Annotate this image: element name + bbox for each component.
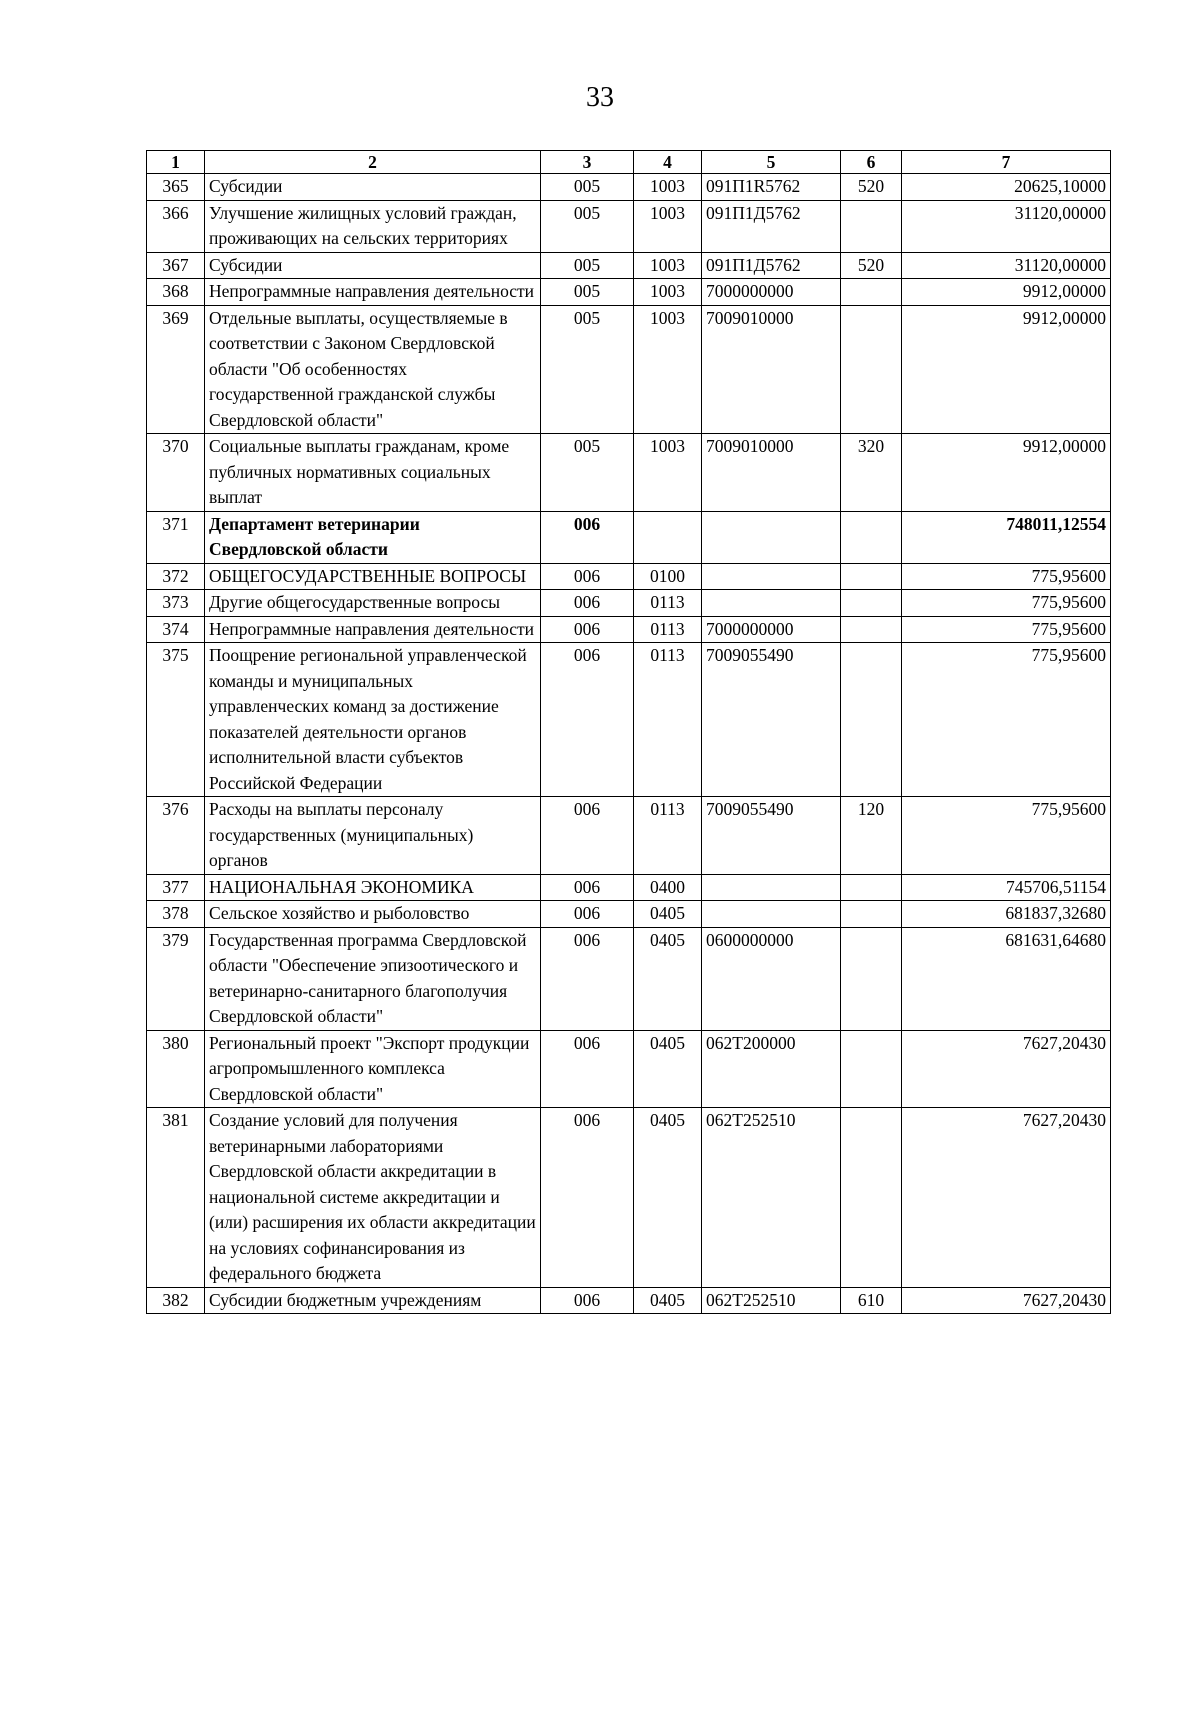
row-name: Создание условий для получения ветеринарными лабораториями Свердловской области аккредитации в национальной системе аккредитации и (или) расширения их области аккредитации на условиях софинансирования из федерального бюджета xyxy=(205,1108,541,1288)
row-code-4 xyxy=(634,511,702,563)
column-header: 3 xyxy=(541,151,634,174)
row-code-6 xyxy=(841,1030,902,1108)
row-code-5: 0600000000 xyxy=(702,927,841,1030)
row-code-6 xyxy=(841,511,902,563)
row-code-4: 0405 xyxy=(634,1108,702,1288)
row-code-5 xyxy=(702,901,841,928)
table-row xyxy=(147,174,1111,201)
row-sum: 775,95600 xyxy=(902,590,1111,617)
row-number: 365 xyxy=(147,174,205,201)
row-code-6: 520 xyxy=(841,252,902,279)
row-sum: 9912,00000 xyxy=(902,434,1111,512)
row-code-5: 091П1Д5762 xyxy=(702,200,841,252)
budget-table xyxy=(146,150,1111,1314)
row-name: Субсидии xyxy=(205,252,541,279)
row-code-4: 1003 xyxy=(634,200,702,252)
row-code-5: 062Т252510 xyxy=(702,1287,841,1314)
row-name: Непрограммные направления деятельности xyxy=(205,616,541,643)
row-code-4: 0405 xyxy=(634,1030,702,1108)
row-code-6 xyxy=(841,590,902,617)
row-number: 376 xyxy=(147,797,205,875)
row-sum: 7627,20430 xyxy=(902,1287,1111,1314)
row-code-4: 0100 xyxy=(634,563,702,590)
row-code-6: 120 xyxy=(841,797,902,875)
row-code-4: 0400 xyxy=(634,874,702,901)
row-code-4: 0113 xyxy=(634,616,702,643)
page-number: 33 xyxy=(586,82,614,113)
row-number: 372 xyxy=(147,563,205,590)
table-row xyxy=(147,200,1111,252)
row-code-3: 005 xyxy=(541,174,634,201)
row-sum: 681837,32680 xyxy=(902,901,1111,928)
table-row xyxy=(147,434,1111,512)
row-name: Поощрение региональной управленческой команды и муниципальных управленческих команд за достижение показателей деятельности органов исполнительной власти субъектов Российской Федерации xyxy=(205,643,541,797)
row-code-6 xyxy=(841,305,902,434)
row-code-3: 006 xyxy=(541,590,634,617)
row-sum: 748011,12554 xyxy=(902,511,1111,563)
row-name: Сельское хозяйство и рыболовство xyxy=(205,901,541,928)
row-code-4: 1003 xyxy=(634,279,702,306)
row-code-4: 1003 xyxy=(634,305,702,434)
row-number: 371 xyxy=(147,511,205,563)
row-code-6 xyxy=(841,927,902,1030)
row-sum: 7627,20430 xyxy=(902,1030,1111,1108)
row-sum: 745706,51154 xyxy=(902,874,1111,901)
row-code-3: 006 xyxy=(541,874,634,901)
row-code-3: 006 xyxy=(541,643,634,797)
row-name: Региональный проект "Экспорт продукции агропромышленного комплекса Свердловской области" xyxy=(205,1030,541,1108)
row-code-5: 062Т200000 xyxy=(702,1030,841,1108)
column-header: 5 xyxy=(702,151,841,174)
row-name: Государственная программа Свердловской области "Обеспечение эпизоотического и ветеринарно-санитарного благополучия Свердловской области" xyxy=(205,927,541,1030)
row-number: 369 xyxy=(147,305,205,434)
row-name: Департамент ветеринарии Свердловской области xyxy=(205,511,541,563)
table-row xyxy=(147,901,1111,928)
row-code-4: 0405 xyxy=(634,1287,702,1314)
row-code-4: 0113 xyxy=(634,590,702,617)
row-number: 379 xyxy=(147,927,205,1030)
row-sum: 9912,00000 xyxy=(902,305,1111,434)
row-sum: 7627,20430 xyxy=(902,1108,1111,1288)
row-code-3: 006 xyxy=(541,1287,634,1314)
row-code-3: 006 xyxy=(541,616,634,643)
row-code-3: 006 xyxy=(541,1030,634,1108)
row-code-3: 006 xyxy=(541,927,634,1030)
row-code-3: 005 xyxy=(541,200,634,252)
row-name: Субсидии xyxy=(205,174,541,201)
row-code-5: 7009010000 xyxy=(702,434,841,512)
row-code-5: 091П1Д5762 xyxy=(702,252,841,279)
table-row xyxy=(147,1030,1111,1108)
row-code-5: 7009010000 xyxy=(702,305,841,434)
row-code-6: 610 xyxy=(841,1287,902,1314)
row-code-4: 1003 xyxy=(634,252,702,279)
row-code-6: 520 xyxy=(841,174,902,201)
table-row xyxy=(147,643,1111,797)
row-number: 368 xyxy=(147,279,205,306)
row-name: Другие общегосударственные вопросы xyxy=(205,590,541,617)
row-name: Субсидии бюджетным учреждениям xyxy=(205,1287,541,1314)
row-number: 366 xyxy=(147,200,205,252)
row-code-5: 7009055490 xyxy=(702,797,841,875)
row-number: 370 xyxy=(147,434,205,512)
row-code-5: 7000000000 xyxy=(702,616,841,643)
row-code-3: 006 xyxy=(541,563,634,590)
row-number: 375 xyxy=(147,643,205,797)
table-row xyxy=(147,616,1111,643)
row-sum: 775,95600 xyxy=(902,643,1111,797)
row-number: 374 xyxy=(147,616,205,643)
row-sum: 775,95600 xyxy=(902,563,1111,590)
row-code-6: 320 xyxy=(841,434,902,512)
row-name: Расходы на выплаты персоналу государственных (муниципальных) органов xyxy=(205,797,541,875)
row-number: 382 xyxy=(147,1287,205,1314)
column-header: 7 xyxy=(902,151,1111,174)
row-code-5: 7009055490 xyxy=(702,643,841,797)
row-code-3: 006 xyxy=(541,1108,634,1288)
row-code-3: 005 xyxy=(541,252,634,279)
row-code-6 xyxy=(841,200,902,252)
table-row xyxy=(147,252,1111,279)
row-name: Социальные выплаты гражданам, кроме публичных нормативных социальных выплат xyxy=(205,434,541,512)
row-sum: 31120,00000 xyxy=(902,252,1111,279)
row-code-6 xyxy=(841,616,902,643)
row-code-3: 006 xyxy=(541,511,634,563)
row-code-4: 0113 xyxy=(634,797,702,875)
row-code-3: 005 xyxy=(541,434,634,512)
row-name: Отдельные выплаты, осуществляемые в соответствии с Законом Свердловской области "Об особенностях государственной гражданской службы Свердловской области" xyxy=(205,305,541,434)
row-code-6 xyxy=(841,874,902,901)
row-name: Улучшение жилищных условий граждан, проживающих на сельских территориях xyxy=(205,200,541,252)
row-code-3: 006 xyxy=(541,797,634,875)
row-code-4: 1003 xyxy=(634,434,702,512)
row-code-5 xyxy=(702,590,841,617)
row-code-3: 005 xyxy=(541,305,634,434)
table-row xyxy=(147,563,1111,590)
column-header: 2 xyxy=(205,151,541,174)
row-code-5 xyxy=(702,874,841,901)
row-sum: 681631,64680 xyxy=(902,927,1111,1030)
row-name: НАЦИОНАЛЬНАЯ ЭКОНОМИКА xyxy=(205,874,541,901)
row-name: Непрограммные направления деятельности xyxy=(205,279,541,306)
row-code-5 xyxy=(702,563,841,590)
table-row xyxy=(147,511,1111,563)
table-row xyxy=(147,1287,1111,1314)
table-row xyxy=(147,279,1111,306)
row-code-6 xyxy=(841,643,902,797)
row-number: 377 xyxy=(147,874,205,901)
table-row xyxy=(147,927,1111,1030)
row-name: ОБЩЕГОСУДАРСТВЕННЫЕ ВОПРОСЫ xyxy=(205,563,541,590)
row-code-4: 1003 xyxy=(634,174,702,201)
row-number: 381 xyxy=(147,1108,205,1288)
row-code-5: 062Т252510 xyxy=(702,1108,841,1288)
row-sum: 31120,00000 xyxy=(902,200,1111,252)
table-row xyxy=(147,797,1111,875)
table-row xyxy=(147,1108,1111,1288)
row-code-5: 091П1R5762 xyxy=(702,174,841,201)
row-sum: 20625,10000 xyxy=(902,174,1111,201)
header-row xyxy=(147,151,1111,174)
row-code-3: 005 xyxy=(541,279,634,306)
row-code-4: 0113 xyxy=(634,643,702,797)
column-header: 4 xyxy=(634,151,702,174)
row-code-6 xyxy=(841,563,902,590)
table-row xyxy=(147,874,1111,901)
row-number: 373 xyxy=(147,590,205,617)
row-code-5: 7000000000 xyxy=(702,279,841,306)
row-code-6 xyxy=(841,901,902,928)
table-row xyxy=(147,590,1111,617)
row-code-6 xyxy=(841,279,902,306)
row-number: 380 xyxy=(147,1030,205,1108)
row-code-6 xyxy=(841,1108,902,1288)
row-number: 378 xyxy=(147,901,205,928)
row-code-4: 0405 xyxy=(634,901,702,928)
row-sum: 9912,00000 xyxy=(902,279,1111,306)
table-row xyxy=(147,305,1111,434)
row-number: 367 xyxy=(147,252,205,279)
row-sum: 775,95600 xyxy=(902,797,1111,875)
row-code-5 xyxy=(702,511,841,563)
row-code-4: 0405 xyxy=(634,927,702,1030)
row-code-3: 006 xyxy=(541,901,634,928)
row-sum: 775,95600 xyxy=(902,616,1111,643)
column-header: 6 xyxy=(841,151,902,174)
column-header: 1 xyxy=(147,151,205,174)
